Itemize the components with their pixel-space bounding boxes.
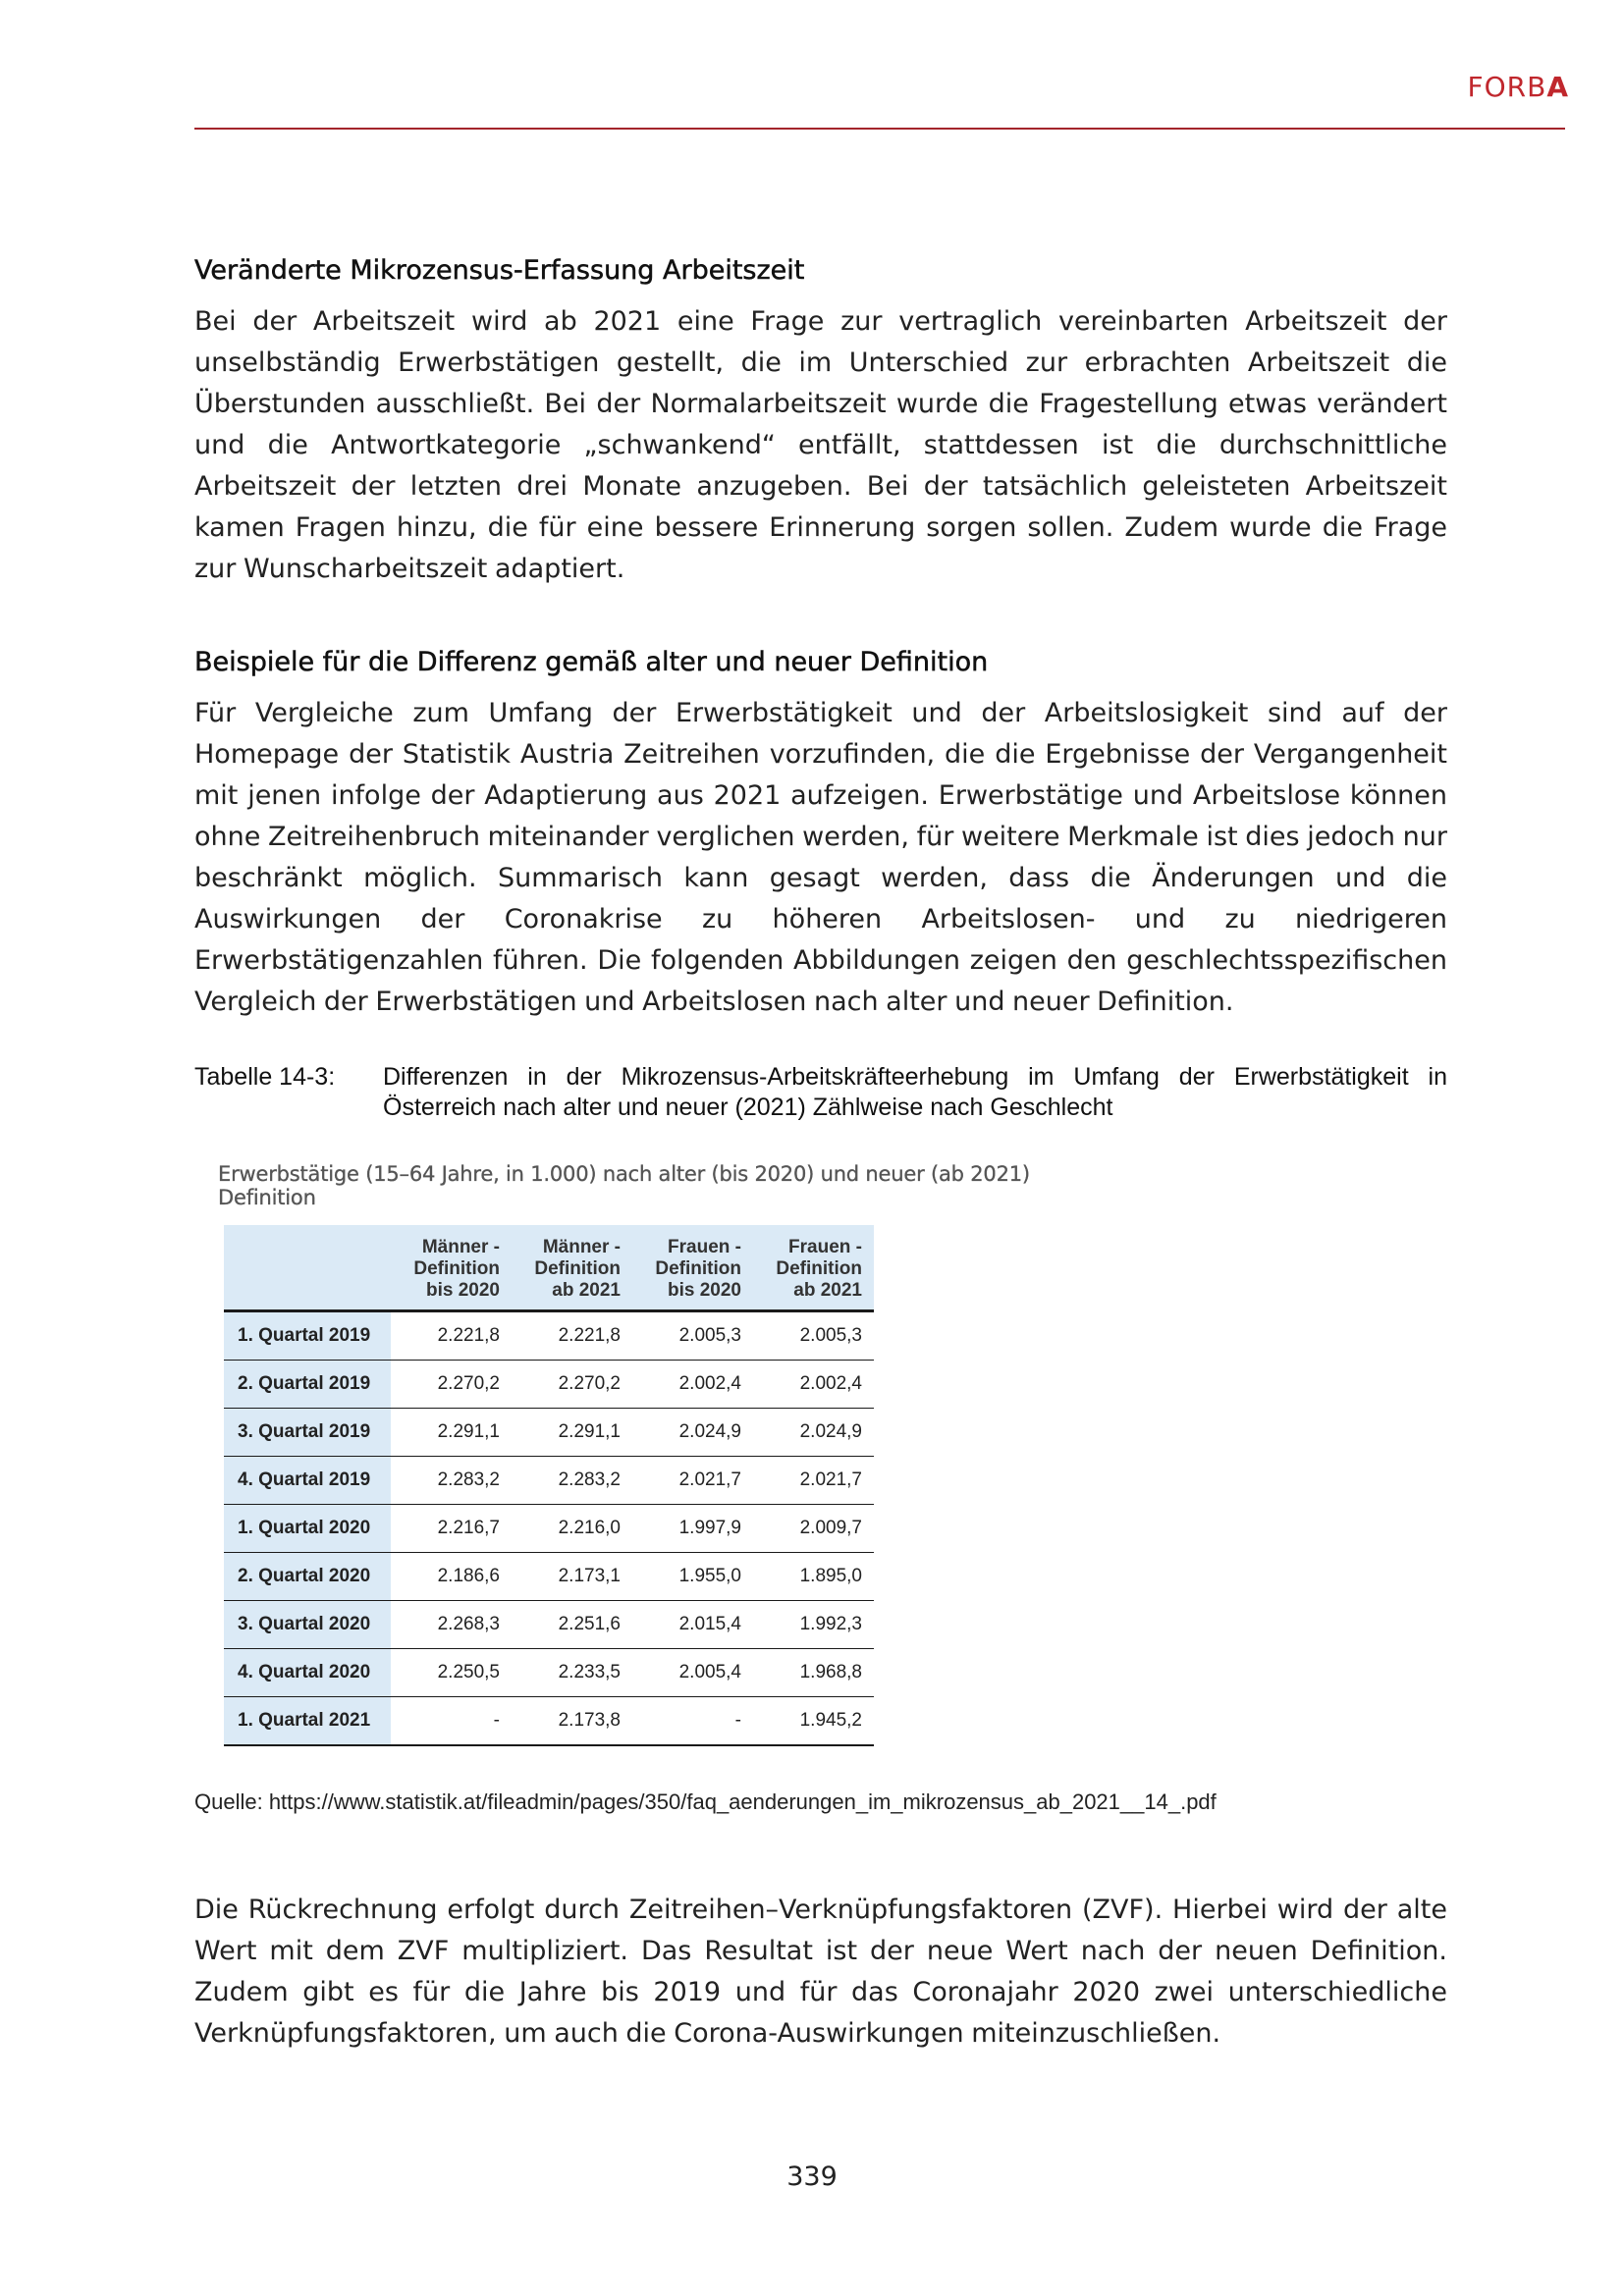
table-cell: 2.233,5 — [512, 1649, 632, 1697]
table-cell: 2.270,2 — [391, 1361, 512, 1409]
table-cell: 2.024,9 — [632, 1409, 753, 1457]
table-cell: 2.270,2 — [512, 1361, 632, 1409]
table-title: Erwerbstätige (15–64 Jahre, in 1.000) nach alter (bis 2020) und neuer (ab 2021) Definition — [218, 1162, 1030, 1210]
table-cell: 1.968,8 — [753, 1649, 874, 1697]
table-cell: 2.283,2 — [512, 1457, 632, 1505]
table-cell: 1.997,9 — [632, 1505, 753, 1553]
header-divider — [194, 128, 1565, 130]
logo-text-accent: A — [1546, 71, 1569, 103]
table-cell: 2.291,1 — [512, 1409, 632, 1457]
forba-logo — [1176, 71, 1569, 103]
table-cell: 2.015,4 — [632, 1601, 753, 1649]
employment-table — [224, 1225, 874, 1746]
table-row — [224, 1361, 874, 1409]
table-cell: 1.955,0 — [632, 1553, 753, 1601]
table-cell: 2.002,4 — [753, 1361, 874, 1409]
table-row — [224, 1601, 874, 1649]
row-label: 2. Quartal 2020 — [224, 1553, 391, 1601]
row-label: 2. Quartal 2019 — [224, 1361, 391, 1409]
logo-text-main: FORB — [1467, 71, 1547, 103]
table-cell: 2.291,1 — [391, 1409, 512, 1457]
table-header-row — [224, 1225, 874, 1311]
page-content — [194, 253, 1447, 2055]
table-figure — [218, 1162, 1102, 1746]
table-row — [224, 1409, 874, 1457]
row-label: 3. Quartal 2020 — [224, 1601, 391, 1649]
table-caption-label: Tabelle 14-3: — [194, 1063, 336, 1092]
table-caption — [194, 1062, 1447, 1123]
table-cell: 2.005,4 — [632, 1649, 753, 1697]
table-cell: 2.283,2 — [391, 1457, 512, 1505]
table-cell: 2.002,4 — [632, 1361, 753, 1409]
table-cell: - — [391, 1697, 512, 1746]
paragraph-differenz: Für Vergleiche zum Umfang der Erwerbstätigkeit und der Arbeitslosigkeit sind auf der Homepage der Statistik Austria Zeitreihen vorzufinden, die die Ergebnisse der Vergangenheit mit jenen infolge der Adaptierung aus 2021 aufzeigen. Erwerbstätige und Arbeitslose können ohne Zeitreihenbruch miteinander verglichen werden, für weitere Merkmale ist dies jedoch nur beschränkt möglich. Summarisch kann gesagt werden, dass die Änderungen und die Auswirkungen der Coronakrise zu höheren Arbeitslosen- und zu niedrigeren Erwerbstätigenzahlen führen. Die folgenden Abbildungen zeigen den geschlechtsspezifischen Vergleich der Erwerbstätigen und Arbeitslosen nach alter und neuer Definition. — [194, 698, 1447, 1018]
page-number: 339 — [786, 2162, 838, 2192]
table-row — [224, 1649, 874, 1697]
table-cell: 2.216,0 — [512, 1505, 632, 1553]
paragraph-rueckrechnung: Die Rückrechnung erfolgt durch Zeitreihen–Verknüpfungsfaktoren (ZVF). Hierbei wird der alte Wert mit dem ZVF multipliziert. Das Resultat ist der neue Wert nach der neuen Definition. Zudem gibt es für die Jahre bis 2019 und für das Coronajahr 2020 zwei unterschiedliche Verknüpfungsfaktoren, um auch die Corona-Auswirkungen miteinzuschließen. — [194, 1895, 1447, 2050]
col-header-frauen-bis-2020: Frauen - Definition bis 2020 — [632, 1225, 753, 1311]
table-row — [224, 1505, 874, 1553]
table-row — [224, 1697, 874, 1746]
table-caption-text: Differenzen in der Mikrozensus-Arbeitskräfteerhebung im Umfang der Erwerbstätigkeit in Österreich nach alter und neuer (2021) Zählweise nach Geschlecht — [383, 1063, 1447, 1122]
row-label: 1. Quartal 2021 — [224, 1697, 391, 1746]
col-header-maenner-ab-2021: Männer - Definition ab 2021 — [512, 1225, 632, 1311]
col-header-frauen-ab-2021: Frauen - Definition ab 2021 — [753, 1225, 874, 1311]
table-cell: 2.021,7 — [753, 1457, 874, 1505]
table-cell: 2.173,1 — [512, 1553, 632, 1601]
table-cell: 2.024,9 — [753, 1409, 874, 1457]
table-cell: 1.992,3 — [753, 1601, 874, 1649]
table-cell: - — [632, 1697, 753, 1746]
paragraph-arbeitszeit: Bei der Arbeitszeit wird ab 2021 eine Frage zur vertraglich vereinbarten Arbeitszeit der unselbständig Erwerbstätigen gestellt, die im Unterschied zur erbrachten Arbeitszeit die Überstunden ausschließt. Bei der Normalarbeitszeit wurde die Fragestellung etwas verändert und die Antwortkategorie „schwankend“ entfällt, stattdessen ist die durchschnittliche Arbeitszeit der letzten drei Monate anzugeben. Bei der tatsächlich geleisteten Arbeitszeit kamen Fragen hinzu, die für eine bessere Erinnerung sorgen sollen. Zudem wurde die Frage zur Wunscharbeitszeit adaptiert. — [194, 306, 1447, 585]
table-cell: 2.268,3 — [391, 1601, 512, 1649]
table-cell: 2.009,7 — [753, 1505, 874, 1553]
row-label: 4. Quartal 2020 — [224, 1649, 391, 1697]
row-label: 1. Quartal 2019 — [224, 1311, 391, 1361]
table-cell: 2.005,3 — [632, 1311, 753, 1361]
table-corner-cell — [224, 1225, 391, 1311]
table-cell: 2.005,3 — [753, 1311, 874, 1361]
section-heading-differenz: Beispiele für die Differenz gemäß alter und neuer Definition — [194, 647, 989, 678]
table-cell: 2.250,5 — [391, 1649, 512, 1697]
table-cell: 2.221,8 — [391, 1311, 512, 1361]
table-row — [224, 1553, 874, 1601]
row-label: 3. Quartal 2019 — [224, 1409, 391, 1457]
table-cell: 2.186,6 — [391, 1553, 512, 1601]
table-cell: 2.251,6 — [512, 1601, 632, 1649]
row-label: 4. Quartal 2019 — [224, 1457, 391, 1505]
table-cell: 1.945,2 — [753, 1697, 874, 1746]
table-cell: 2.216,7 — [391, 1505, 512, 1553]
table-row — [224, 1457, 874, 1505]
table-row — [224, 1311, 874, 1361]
table-cell: 2.221,8 — [512, 1311, 632, 1361]
row-label: 1. Quartal 2020 — [224, 1505, 391, 1553]
source-citation: Quelle: https://www.statistik.at/fileadmin/pages/350/faq_aenderungen_im_mikrozensus_ab_2021__14_.pdf — [194, 1789, 1217, 1815]
table-cell: 2.173,8 — [512, 1697, 632, 1746]
table-cell: 2.021,7 — [632, 1457, 753, 1505]
col-header-maenner-bis-2020: Männer - Definition bis 2020 — [391, 1225, 512, 1311]
table-cell: 1.895,0 — [753, 1553, 874, 1601]
section-heading-arbeitszeit: Veränderte Mikrozensus-Erfassung Arbeitszeit — [194, 255, 805, 286]
